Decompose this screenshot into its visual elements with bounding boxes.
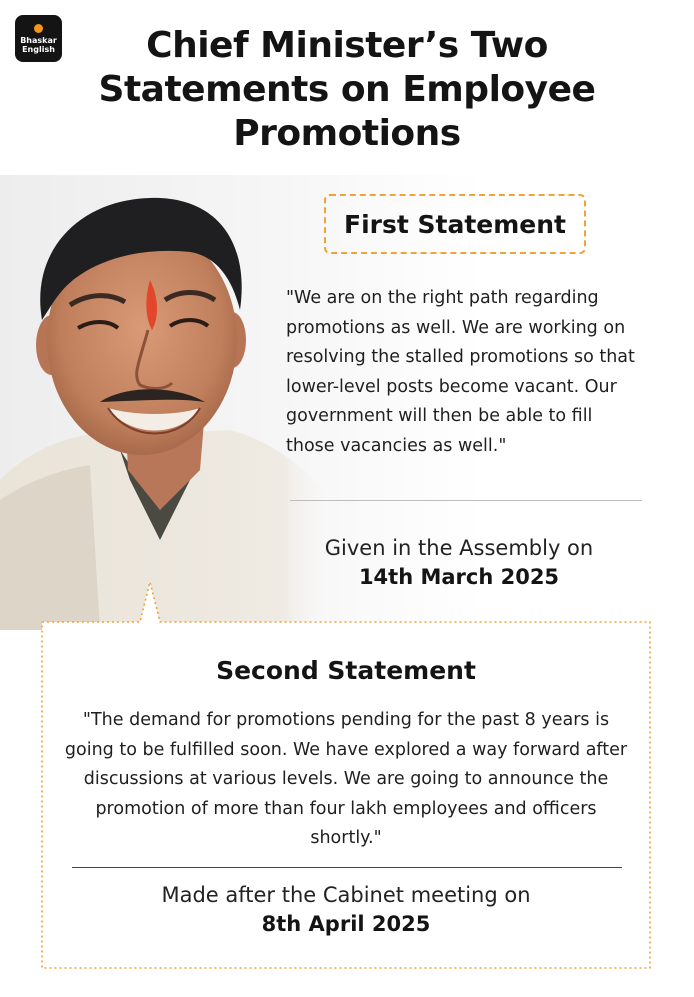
logo-line-2: English: [22, 44, 55, 54]
first-statement-context: Given in the Assembly on: [324, 536, 594, 560]
second-statement-context: Made after the Cabinet meeting on: [161, 883, 531, 907]
second-statement-quote: "The demand for promotions pending for the past 8 years is going to be fulfilled soon. We have explored a way forward after discussions at various levels. We are going to announce the promotion of more than four lakh employees and officers shortly.": [64, 710, 628, 848]
second-divider: [72, 867, 622, 868]
second-statement-heading: Second Statement: [216, 656, 476, 685]
page-title: Chief Minister’s Two Statements on Employee Promotions: [98, 25, 596, 154]
first-statement-date: 14th March 2025: [358, 565, 560, 589]
first-statement-quote: "We are on the right path regarding promotions as well. We are working on resolving the stalled promotions so that lower-level posts become vacant. Our government will then be able to fill those vacancies as well.": [286, 288, 635, 456]
logo-line-1: Bhaskar: [20, 35, 57, 45]
first-statement-heading: First Statement: [344, 209, 566, 239]
second-statement-date: 8th April 2025: [261, 912, 431, 936]
